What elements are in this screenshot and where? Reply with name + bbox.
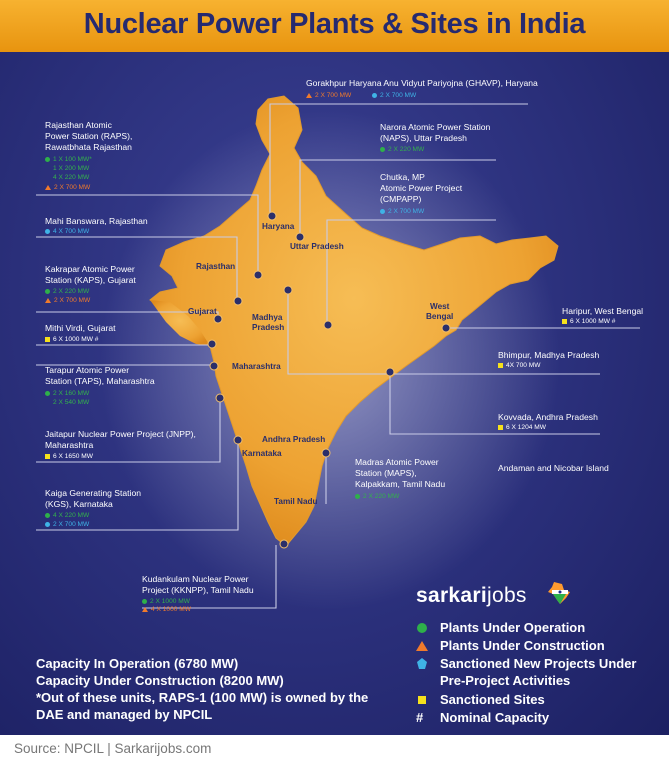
capacity-haripur-site: 6 X 1000 MW # bbox=[562, 318, 615, 326]
site-marker-naps bbox=[296, 233, 304, 241]
site-marker-taps bbox=[210, 362, 218, 370]
plant-label-jnpp-1: Jaitapur Nuclear Power Project (JNPP), bbox=[45, 429, 196, 439]
operation-dot-icon bbox=[142, 599, 147, 604]
site-marker-raps bbox=[254, 271, 262, 279]
site-marker-jnpp bbox=[216, 394, 224, 402]
construction-triangle-icon bbox=[306, 93, 312, 98]
state-label-gujarat: Gujarat bbox=[188, 307, 217, 316]
site-marker-kovvada bbox=[386, 368, 394, 376]
plant-label-kgs-2: (KGS), Karnataka bbox=[45, 499, 113, 509]
state-label-up: Uttar Pradesh bbox=[290, 242, 344, 251]
site-square-icon bbox=[45, 454, 50, 459]
capacity-raps-operation-1: 1 X 100 MW* bbox=[45, 156, 92, 164]
state-label-mp-1: Madhya bbox=[252, 313, 283, 322]
state-label-wb-1: West bbox=[430, 302, 450, 311]
state-label-mp-2: Pradesh bbox=[252, 323, 285, 332]
operation-dot-icon bbox=[355, 494, 360, 499]
operation-dot-icon bbox=[45, 391, 50, 396]
plant-label-naps-1: Narora Atomic Power Station bbox=[380, 122, 491, 132]
source-credit: Source: NPCIL | Sarkarijobs.com bbox=[14, 741, 212, 756]
capacity-raps-operation-3: 4 X 220 MW bbox=[53, 174, 90, 181]
sanctioned-dot-icon bbox=[380, 209, 385, 214]
plant-label-naps-2: (NAPS), Uttar Pradesh bbox=[380, 133, 467, 143]
plant-label-taps-1: Tarapur Atomic Power bbox=[45, 365, 130, 375]
plant-label-chutka-2: Atomic Power Project bbox=[380, 183, 463, 193]
note-capacity-operation: Capacity In Operation (6780 MW) bbox=[36, 656, 239, 671]
plant-label-mithi: Mithi Virdi, Gujarat bbox=[45, 323, 116, 333]
capacity-kgs-operation: 4 X 220 MW bbox=[45, 512, 89, 520]
construction-triangle-icon bbox=[416, 638, 428, 654]
capacity-ghavp-sanctioned: 2 X 700 MW bbox=[372, 92, 416, 100]
state-label-ap: Andhra Pradesh bbox=[262, 435, 326, 444]
sanctioned-dot-icon bbox=[372, 93, 377, 98]
plant-label-maps-3: Kalpakkam, Tamil Nadu bbox=[355, 479, 446, 489]
capacity-raps-operation-2: 1 X 200 MW bbox=[53, 165, 90, 172]
state-label-wb-2: Bengal bbox=[426, 312, 454, 321]
india-map-flag-icon bbox=[548, 582, 570, 604]
state-label-karnataka: Karnataka bbox=[242, 449, 282, 458]
sanctioned-pentagon-icon bbox=[416, 656, 428, 672]
sanctioned-dot-icon bbox=[45, 229, 50, 234]
site-square-icon bbox=[498, 425, 503, 430]
plant-label-taps-2: Station (TAPS), Maharashtra bbox=[45, 376, 155, 386]
plant-label-raps-3: Rawatbhata Rajasthan bbox=[45, 142, 132, 152]
note-capacity-construction: Capacity Under Construction (8200 MW) bbox=[36, 673, 284, 688]
plant-label-mahi: Mahi Banswara, Rajasthan bbox=[45, 216, 148, 226]
state-label-rajasthan: Rajasthan bbox=[196, 262, 236, 271]
state-label-tn: Tamil Nadu bbox=[274, 497, 318, 506]
capacity-mithi-site: 6 X 1000 MW # bbox=[45, 336, 98, 344]
capacity-mahi-sanctioned: 4 X 700 MW bbox=[45, 228, 89, 236]
site-square-icon bbox=[45, 337, 50, 342]
hash-symbol: # bbox=[416, 710, 424, 725]
site-marker-kgs bbox=[234, 436, 242, 444]
capacity-kknpp-construction: 4 X 1000 MW bbox=[142, 606, 191, 614]
construction-triangle-icon bbox=[45, 185, 51, 190]
site-square-icon bbox=[498, 363, 503, 368]
brand-logo: sarkarijobs bbox=[416, 584, 527, 607]
plant-label-haripur: Haripur, West Bengal bbox=[562, 306, 644, 316]
plant-label-andaman: Andaman and Nicobar Island bbox=[498, 463, 609, 473]
plant-label-ghavp: Gorakhpur Haryana Anu Vidyut Pariyojna (GHAVP), Haryana bbox=[306, 78, 538, 88]
plant-label-maps-2: Station (MAPS), bbox=[355, 468, 417, 478]
legend-sites: Sanctioned Sites bbox=[416, 692, 666, 708]
capacity-taps-operation-1: 2 X 160 MW bbox=[45, 390, 89, 398]
construction-triangle-icon bbox=[142, 607, 148, 612]
plant-label-kgs-1: Kaiga Generating Station bbox=[45, 488, 142, 498]
state-label-haryana: Haryana bbox=[262, 222, 295, 231]
site-marker-bhimpur bbox=[284, 286, 292, 294]
capacity-naps-operation: 2 X 220 MW bbox=[380, 146, 424, 154]
site-marker-mithi bbox=[208, 340, 216, 348]
plant-label-raps-2: Power Station (RAPS), bbox=[45, 131, 133, 141]
plant-label-jnpp-2: Maharashtra bbox=[45, 440, 94, 450]
site-marker-chutka bbox=[324, 321, 332, 329]
plant-label-chutka-3: (CMPAPP) bbox=[380, 194, 422, 204]
capacity-kknpp-operation: 2 X 1000 MW bbox=[142, 598, 190, 606]
capacity-kgs-sanctioned: 2 X 700 MW bbox=[45, 521, 89, 529]
site-square-icon bbox=[416, 692, 428, 708]
note-raps-managed: DAE and managed by NPCIL bbox=[36, 707, 213, 722]
operation-dot-icon bbox=[45, 289, 50, 294]
site-marker-kknpp bbox=[280, 540, 288, 548]
plant-label-kaps-2: Station (KAPS), Gujarat bbox=[45, 275, 136, 285]
plant-label-bhimpur: Bhimpur, Madhya Pradesh bbox=[498, 350, 600, 360]
capacity-kaps-operation: 2 X 220 MW bbox=[45, 288, 89, 296]
plant-label-kaps-1: Kakrapar Atomic Power bbox=[45, 264, 135, 274]
legend-operation: Plants Under Operation bbox=[416, 620, 666, 636]
plant-label-raps-1: Rajasthan Atomic bbox=[45, 120, 112, 130]
capacity-taps-operation-2: 2 X 540 MW bbox=[53, 399, 90, 406]
capacity-bhimpur-site: 4X 700 MW bbox=[498, 362, 540, 370]
site-marker-mahi bbox=[234, 297, 242, 305]
legend-nominal: # Nominal Capacity bbox=[416, 710, 550, 725]
capacity-kaps-construction: 2 X 700 MW bbox=[45, 297, 90, 305]
legend-sanctioned: Sanctioned New Projects Under Pre-Project Activities bbox=[416, 656, 666, 688]
legend-construction: Plants Under Construction bbox=[416, 638, 666, 654]
plant-label-maps-1: Madras Atomic Power bbox=[355, 457, 439, 467]
operation-dot-icon bbox=[380, 147, 385, 152]
capacity-ghavp-construction: 2 X 700 MW bbox=[306, 92, 351, 100]
note-raps-ownership: *Out of these units, RAPS-1 (100 MW) is owned by the bbox=[36, 690, 369, 705]
capacity-maps-operation: 2 X 220 MW bbox=[355, 493, 399, 501]
plant-label-chutka-1: Chutka, MP bbox=[380, 172, 425, 182]
page-title: Nuclear Power Plants & Sites in India bbox=[83, 8, 586, 40]
construction-triangle-icon bbox=[45, 298, 51, 303]
operation-dot-icon bbox=[416, 620, 428, 636]
site-marker-maps bbox=[322, 449, 330, 457]
capacity-chutka-sanctioned: 2 X 700 MW bbox=[380, 208, 424, 216]
capacity-jnpp-site: 6 X 1650 MW bbox=[45, 453, 93, 461]
capacity-kovvada-site: 6 X 1204 MW bbox=[498, 424, 546, 432]
operation-dot-icon bbox=[45, 157, 50, 162]
operation-dot-icon bbox=[45, 513, 50, 518]
plant-label-kknpp-1: Kudankulam Nuclear Power bbox=[142, 574, 249, 584]
capacity-raps-construction: 2 X 700 MW bbox=[45, 184, 90, 192]
site-marker-ghavp bbox=[268, 212, 276, 220]
site-marker-haripur bbox=[442, 324, 450, 332]
state-label-maharashtra: Maharashtra bbox=[232, 362, 281, 371]
sanctioned-dot-icon bbox=[45, 522, 50, 527]
plant-label-kovvada: Kovvada, Andhra Pradesh bbox=[498, 412, 598, 422]
plant-label-kknpp-2: Project (KKNPP), Tamil Nadu bbox=[142, 585, 254, 595]
site-square-icon bbox=[562, 319, 567, 324]
